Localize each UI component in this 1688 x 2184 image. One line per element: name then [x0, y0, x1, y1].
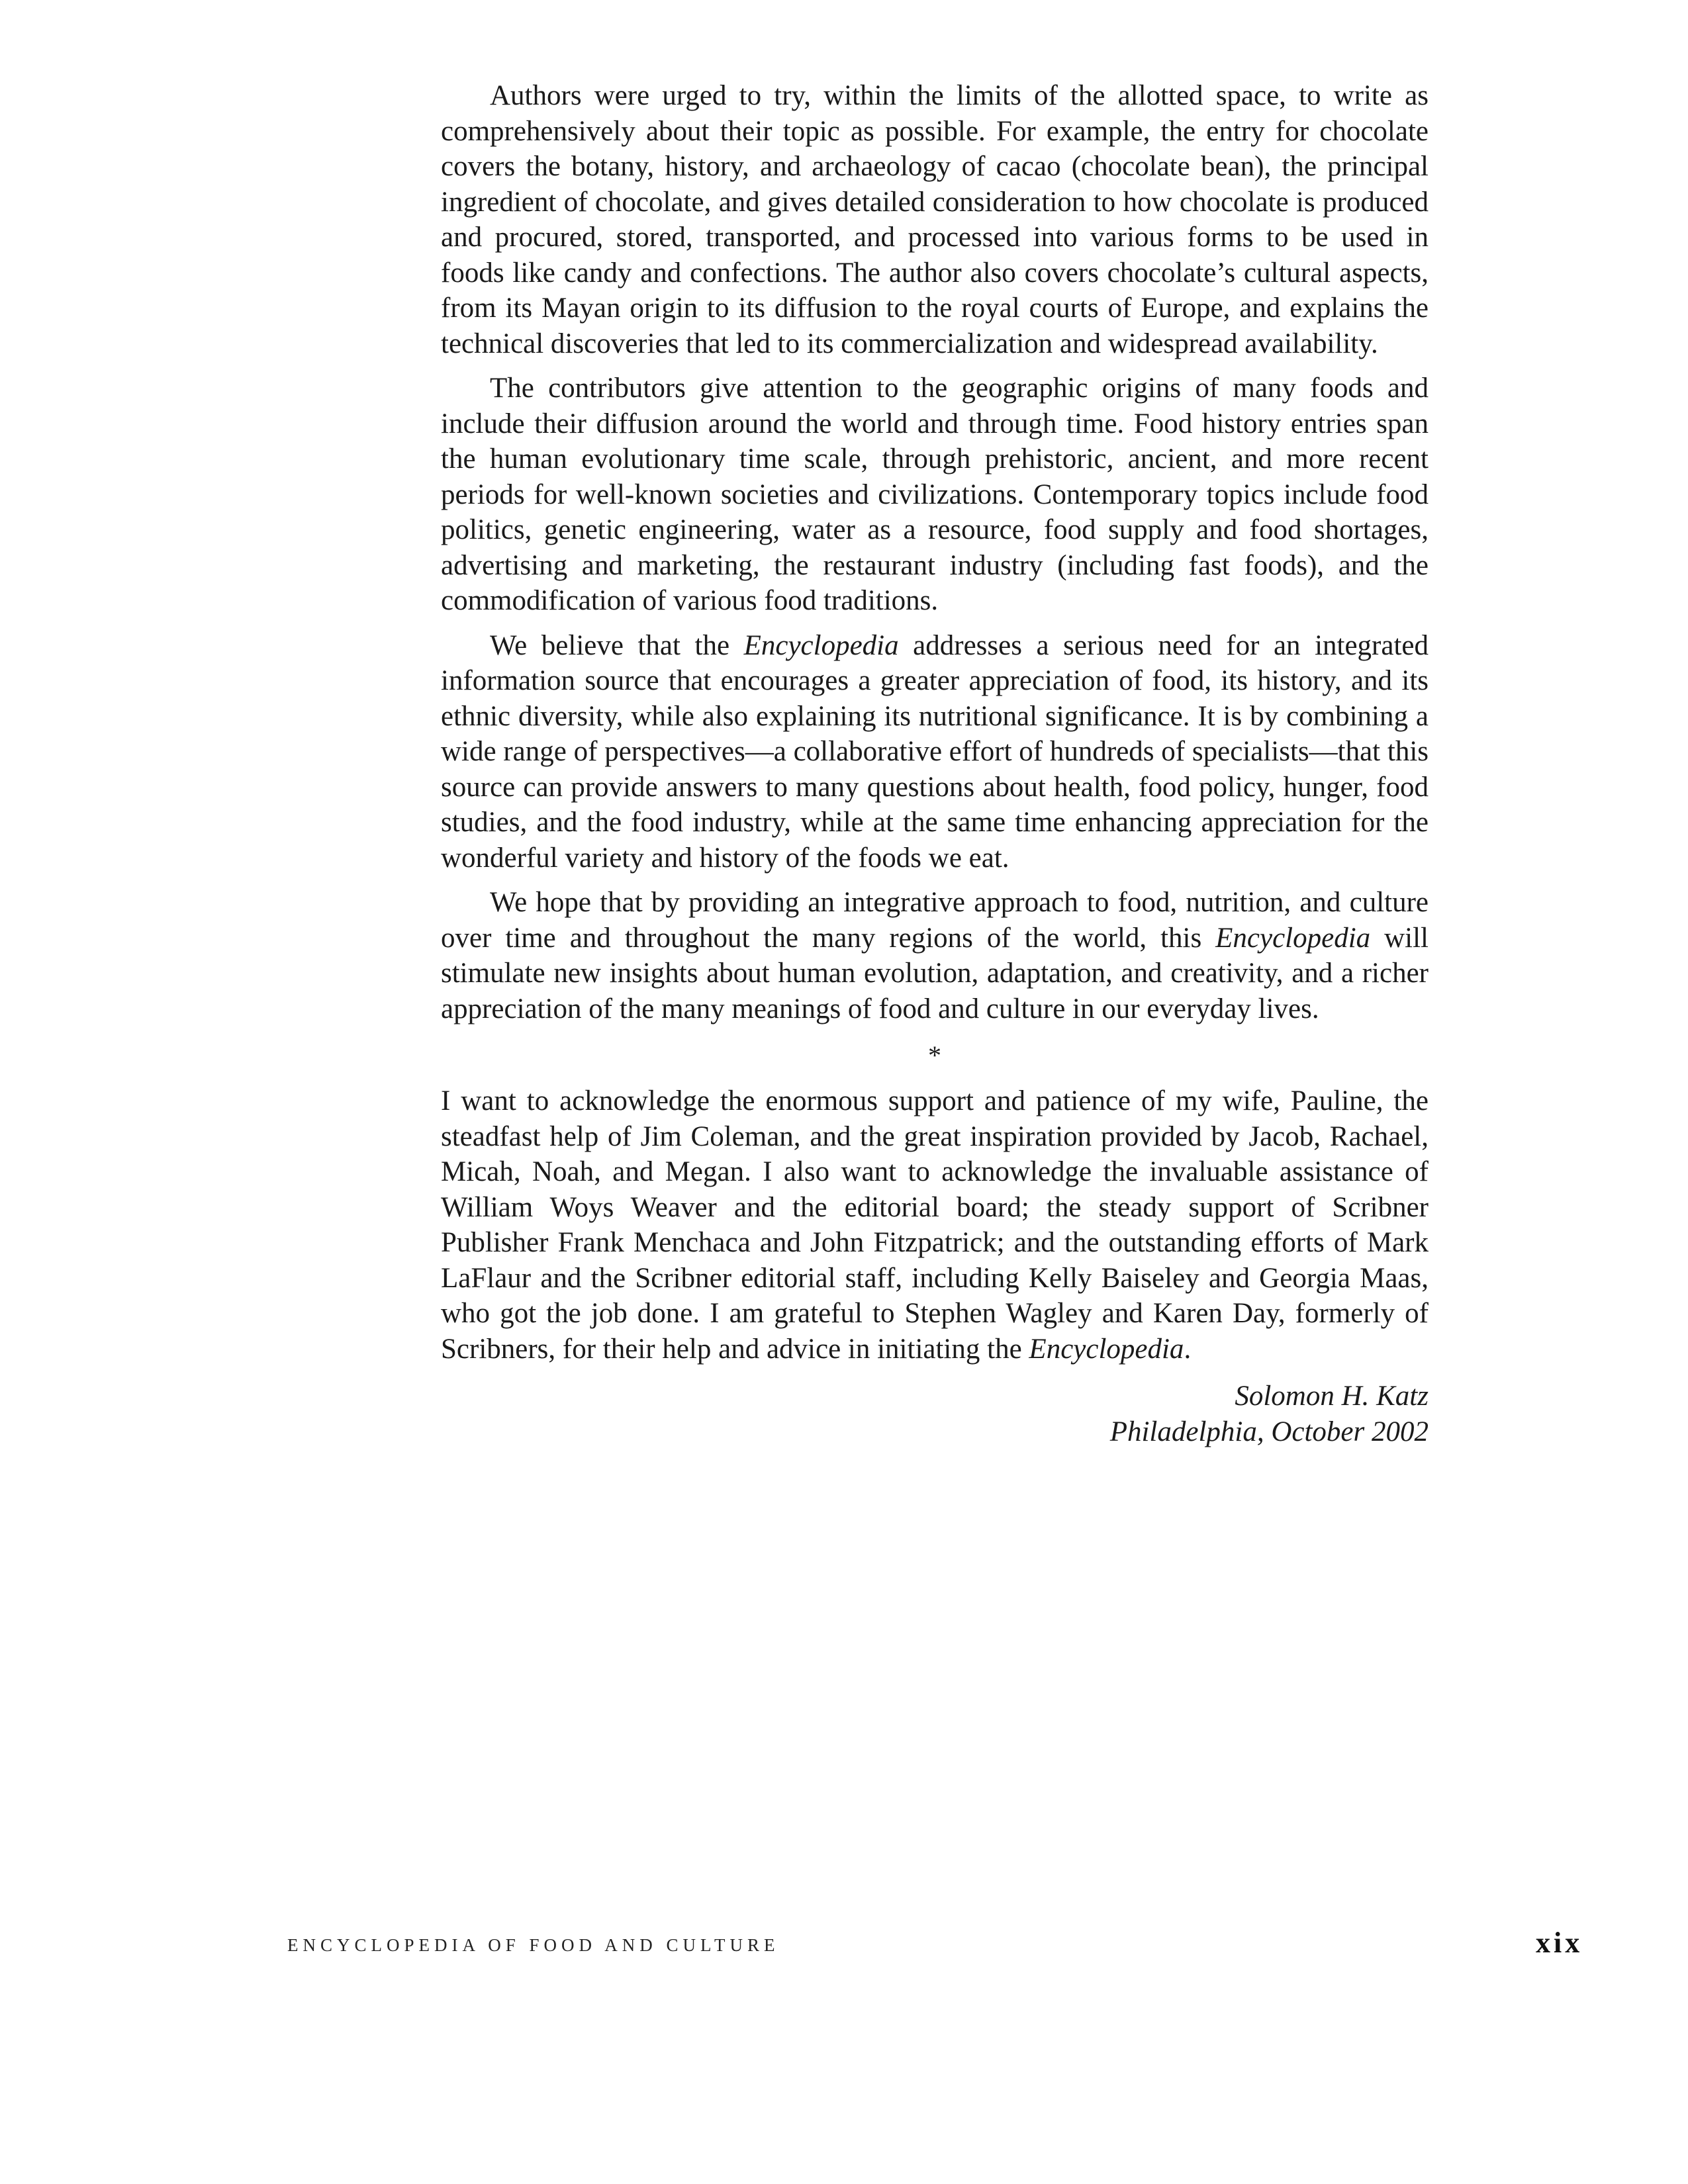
- section-break-asterisk: *: [928, 1040, 941, 1070]
- paragraph-belief-end: addresses a serious need for an integrated information source that encourages a greater appreciation of food, its history, and its ethnic diversity, while also explaining its nutritional significance. It is by combining a wide range of perspectives—a collaborative effort of hundreds of specialists—that this source can provide answers to many questions about health, food policy, hunger, food studies, and the food industry, while at the same time enhancing appreciation for the wonderful variety and history of the foods we eat.: [441, 629, 1429, 874]
- acknowledgment-italic: Encyclopedia: [1029, 1333, 1184, 1365]
- paragraph-belief-italic: Encyclopedia: [743, 629, 899, 661]
- acknowledgment-start: I want to acknowledge the enormous support and patience of my wife, Pauline, the steadfast help of Jim Coleman, and the great inspiration provided by Jacob, Rachael, Micah, Noah, and Megan. I also want to acknowledge the invaluable assistance of William Woys Weaver and the editorial board; the steady support of Scribner Publisher Frank Menchaca and John Fitzpatrick; and the outstanding efforts of Mark LaFlaur and the Scribner editorial staff, including Kelly Baiseley and Georgia Maas, who got the job done. I am grateful to Stephen Wagley and Karen Day, formerly of Scribners, for their help and advice in initiating the: [441, 1085, 1429, 1365]
- paragraph-belief: [441, 628, 1429, 876]
- paragraph-hope-italic: Encyclopedia: [1215, 922, 1371, 954]
- paragraph-hope: [441, 885, 1429, 1026]
- text-column: [441, 78, 1429, 1449]
- acknowledgment-end: .: [1184, 1333, 1192, 1365]
- page-number: xix: [1536, 1927, 1583, 1959]
- paragraph-hope-end: will stimulate new insights about human evolution, adaptation, and creativity, and a richer appreciation of the many meanings of food and culture in our everyday lives.: [441, 922, 1429, 1024]
- paragraph-authors: Authors were urged to try, within the limits of the allotted space, to write as comprehensively about their topic as possible. For example, the entry for chocolate covers the botany, history, and archaeology of cacao (chocolate bean), the principal ingredient of chocolate, and gives detailed consideration to how chocolate is produced and procured, stored, transported, and processed into various forms to be used in foods like candy and confections. The author also covers chocolate’s cultural aspects, from its Mayan origin to its diffusion to the royal courts of Europe, and explains the technical discoveries that led to its commercialization and widespread availability.: [441, 80, 1429, 359]
- paragraph-acknowledgment: [441, 1083, 1429, 1367]
- signature-place-date: Philadelphia, October 2002: [1109, 1416, 1429, 1447]
- paragraph-hope-start: We hope that by providing an integrative approach to food, nutrition, and culture over time and throughout the many regions of the world, this: [441, 887, 1429, 954]
- signature-block: [441, 1379, 1429, 1449]
- paragraph-contributors: The contributors give attention to the geographic origins of many foods and include their diffusion around the world and through time. Food history entries span the human evolutionary time scale, through prehistoric, ancient, and more recent periods for well-known societies and civilizations. Contemporary topics include food politics, genetic engineering, water as a resource, food supply and food shortages, advertising and marketing, the restaurant industry (including fast foods), and the commodification of various food traditions.: [441, 373, 1429, 616]
- running-footer-title: ENCYCLOPEDIA OF FOOD AND CULTURE: [287, 1935, 780, 1955]
- paragraph-belief-start: We believe that the: [490, 629, 744, 661]
- signature-name: Solomon H. Katz: [1235, 1381, 1429, 1412]
